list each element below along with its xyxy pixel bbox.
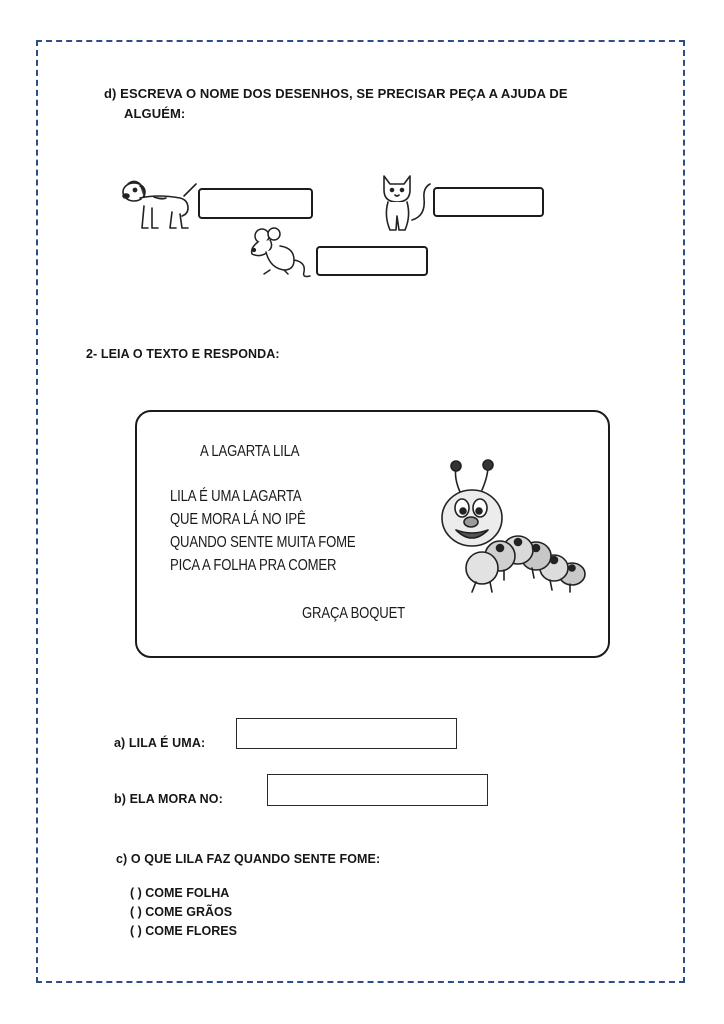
caterpillar-icon: [432, 456, 590, 606]
dog-name-input[interactable]: [198, 188, 313, 219]
poem-line-2: QUE MORA LÁ NO IPÊ: [170, 511, 306, 528]
mouse-name-input[interactable]: [316, 246, 428, 276]
poem-line-3: QUANDO SENTE MUITA FOME: [170, 534, 356, 551]
poem-line-1: LILA É UMA LAGARTA: [170, 488, 302, 505]
mouse-icon: [244, 226, 314, 278]
poem-title: A LAGARTA LILA: [200, 443, 300, 460]
question-a-label: a) LILA É UMA:: [114, 736, 206, 750]
dog-icon: [118, 178, 198, 236]
section-2-heading: 2- LEIA O TEXTO E RESPONDA:: [86, 347, 280, 361]
question-d-line2: ALGUÉM:: [124, 106, 186, 121]
question-b-label: b) ELA MORA NO:: [114, 792, 223, 806]
option-come-flores[interactable]: ( ) COME FLORES: [130, 924, 237, 938]
question-b-input[interactable]: [267, 774, 488, 806]
poem-line-4: PICA A FOLHA PRA COMER: [170, 557, 337, 574]
question-a-input[interactable]: [236, 718, 457, 749]
question-c-label: c) O QUE LILA FAZ QUANDO SENTE FOME:: [116, 852, 381, 866]
option-come-graos[interactable]: ( ) COME GRÃOS: [130, 905, 233, 919]
poem-author: GRAÇA BOQUET: [302, 605, 406, 622]
cat-icon: [378, 170, 434, 236]
question-d-line1: d) ESCREVA O NOME DOS DESENHOS, SE PRECISAR PEÇA A AJUDA DE: [104, 86, 568, 101]
option-come-folha[interactable]: ( ) COME FOLHA: [130, 886, 230, 900]
cat-name-input[interactable]: [433, 187, 544, 217]
